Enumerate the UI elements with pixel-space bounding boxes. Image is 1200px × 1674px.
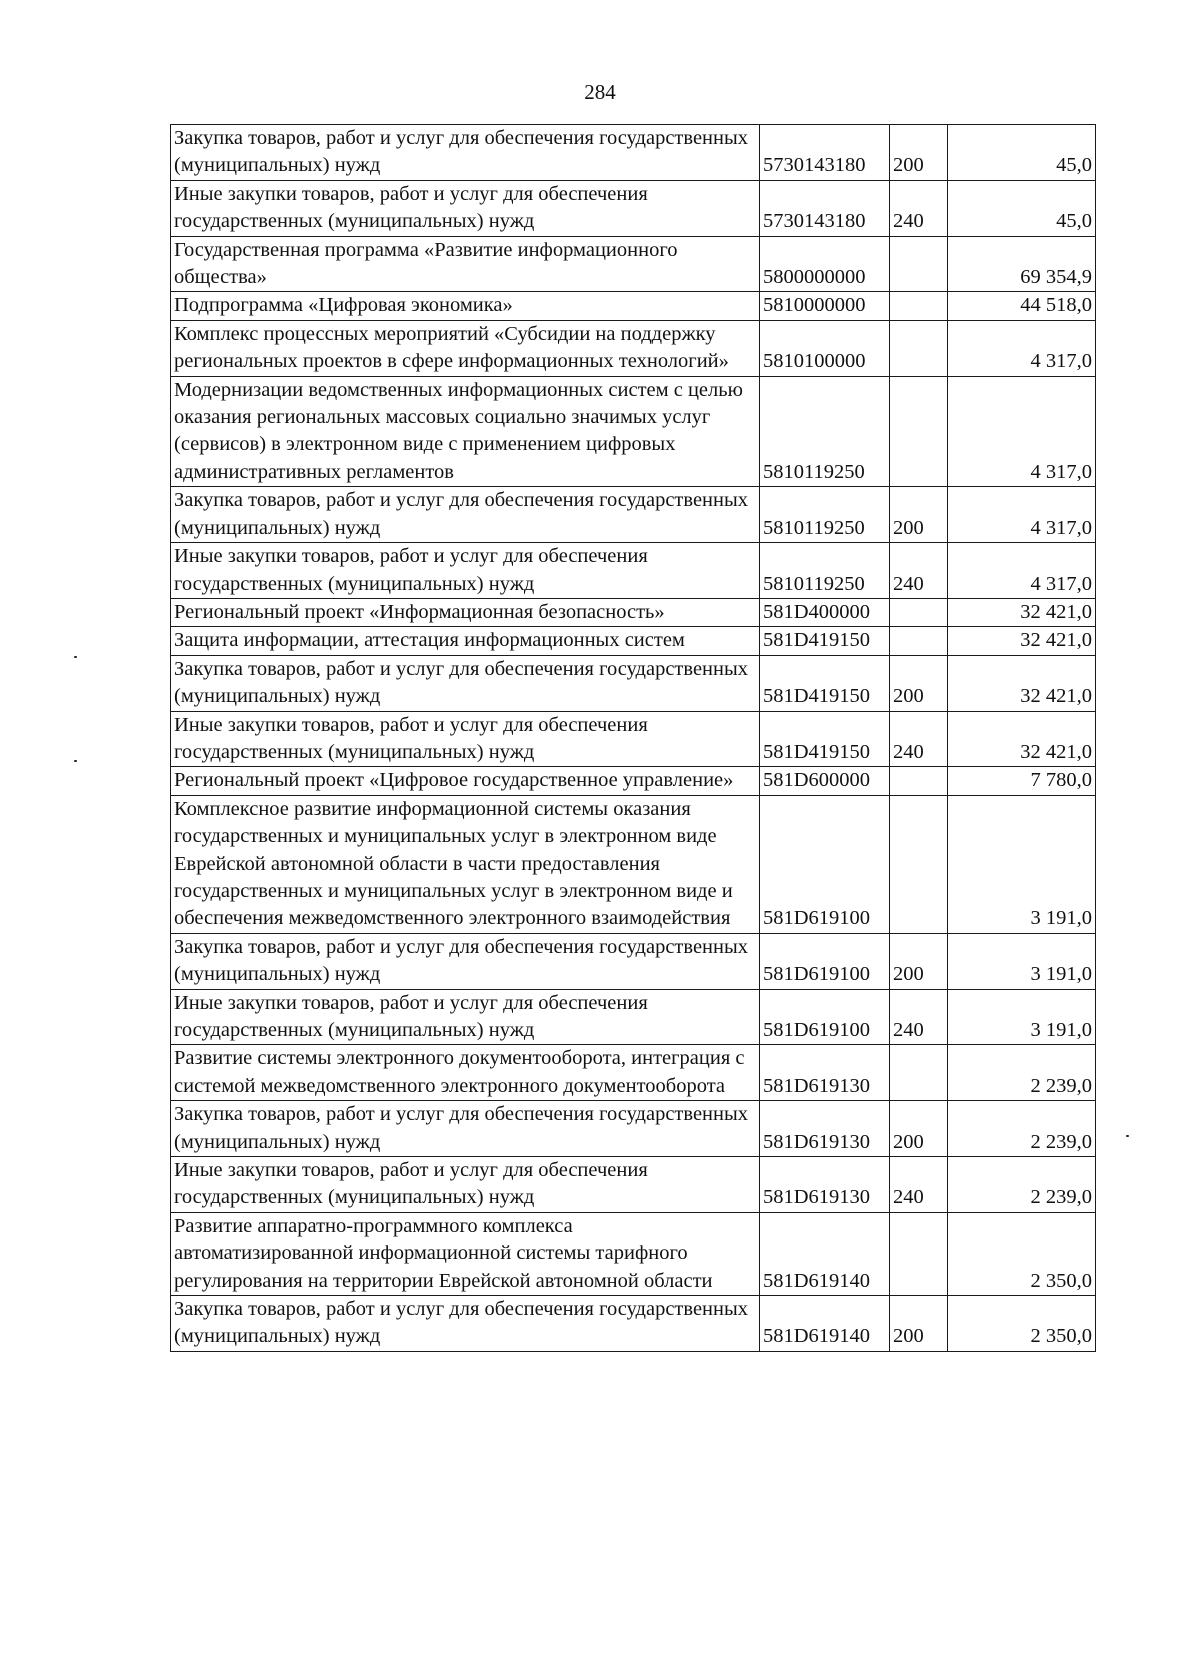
table-row [171, 320, 1096, 376]
table-row [171, 711, 1096, 767]
row-name-cell: Региональный проект «Цифровое государственное управление» [171, 767, 760, 795]
row-type-cell: 200 [890, 125, 948, 181]
table-row [171, 1212, 1096, 1295]
row-name-cell: Модернизации ведомственных информационных систем с целью оказания региональных массовых социально значимых услуг (сервисов) в электронном виде с применением цифровых административных регламентов [171, 376, 760, 487]
row-code-cell: 581D619100 [760, 933, 890, 989]
row-code-cell: 5810119250 [760, 376, 890, 487]
table-body [171, 125, 1096, 1352]
row-code-cell: 5810119250 [760, 487, 890, 543]
row-type-cell [890, 1212, 948, 1295]
row-name-cell: Иные закупки товаров, работ и услуг для обеспечения государственных (муниципальных) нужд [171, 1157, 760, 1213]
row-type-cell [890, 320, 948, 376]
row-code-cell: 5810000000 [760, 292, 890, 320]
row-sum-cell: 3 191,0 [948, 933, 1096, 989]
row-name-cell: Государственная программа «Развитие информационного общества» [171, 236, 760, 292]
table-row [171, 487, 1096, 543]
table-row [171, 795, 1096, 933]
table-row [171, 292, 1096, 320]
table-row [171, 1157, 1096, 1213]
row-name-cell: Закупка товаров, работ и услуг для обеспечения государственных (муниципальных) нужд [171, 933, 760, 989]
row-code-cell: 5800000000 [760, 236, 890, 292]
row-sum-cell: 32 421,0 [948, 655, 1096, 711]
row-name-cell: Развитие системы электронного документооборота, интеграция с системой межведомственного электронного документооборота [171, 1045, 760, 1101]
table-row [171, 767, 1096, 795]
row-sum-cell: 3 191,0 [948, 989, 1096, 1045]
scan-speck [74, 656, 77, 658]
row-name-cell: Закупка товаров, работ и услуг для обеспечения государственных (муниципальных) нужд [171, 655, 760, 711]
row-sum-cell: 4 317,0 [948, 487, 1096, 543]
row-name-cell: Закупка товаров, работ и услуг для обеспечения государственных (муниципальных) нужд [171, 1296, 760, 1352]
row-code-cell: 581D619100 [760, 989, 890, 1045]
row-name-cell: Иные закупки товаров, работ и услуг для обеспечения государственных (муниципальных) нужд [171, 989, 760, 1045]
row-sum-cell: 69 354,9 [948, 236, 1096, 292]
row-sum-cell: 32 421,0 [948, 711, 1096, 767]
row-type-cell: 240 [890, 711, 948, 767]
table-row [171, 598, 1096, 626]
row-code-cell: 5810100000 [760, 320, 890, 376]
page-number: 284 [584, 80, 616, 104]
row-type-cell: 200 [890, 1101, 948, 1157]
row-sum-cell: 7 780,0 [948, 767, 1096, 795]
row-type-cell [890, 767, 948, 795]
row-sum-cell: 2 350,0 [948, 1296, 1096, 1352]
row-name-cell: Иные закупки товаров, работ и услуг для обеспечения государственных (муниципальных) нужд [171, 711, 760, 767]
row-name-cell: Региональный проект «Информационная безопасность» [171, 598, 760, 626]
table-row [171, 933, 1096, 989]
table-row [171, 180, 1096, 236]
row-code-cell: 581D619130 [760, 1101, 890, 1157]
row-code-cell: 581D419150 [760, 711, 890, 767]
row-code-cell: 5730143180 [760, 180, 890, 236]
scan-speck [74, 760, 77, 762]
row-type-cell: 240 [890, 543, 948, 599]
row-type-cell: 200 [890, 933, 948, 989]
table-row [171, 989, 1096, 1045]
row-code-cell: 581D619140 [760, 1296, 890, 1352]
row-sum-cell: 32 421,0 [948, 627, 1096, 655]
row-sum-cell: 2 239,0 [948, 1101, 1096, 1157]
row-sum-cell: 44 518,0 [948, 292, 1096, 320]
row-code-cell: 5810119250 [760, 543, 890, 599]
row-name-cell: Иные закупки товаров, работ и услуг для обеспечения государственных (муниципальных) нужд [171, 543, 760, 599]
row-type-cell [890, 598, 948, 626]
row-sum-cell: 2 239,0 [948, 1045, 1096, 1101]
budget-table [170, 124, 1096, 1352]
row-sum-cell: 2 239,0 [948, 1157, 1096, 1213]
row-sum-cell: 4 317,0 [948, 543, 1096, 599]
row-sum-cell: 4 317,0 [948, 320, 1096, 376]
row-sum-cell: 32 421,0 [948, 598, 1096, 626]
row-type-cell [890, 236, 948, 292]
row-type-cell [890, 1045, 948, 1101]
table-row [171, 376, 1096, 487]
row-name-cell: Подпрограмма «Цифровая экономика» [171, 292, 760, 320]
table-row [171, 655, 1096, 711]
row-name-cell: Закупка товаров, работ и услуг для обеспечения государственных (муниципальных) нужд [171, 125, 760, 181]
row-name-cell: Комплексное развитие информационной системы оказания государственных и муниципальных услуг в электронном виде Еврейской автономной области в части предоставления государственных и муниципальных услуг в электронном виде и обеспечения межведомственного электронного взаимодействия [171, 795, 760, 933]
row-code-cell: 581D619100 [760, 795, 890, 933]
row-sum-cell: 4 317,0 [948, 376, 1096, 487]
row-code-cell: 581D419150 [760, 655, 890, 711]
row-code-cell: 581D619140 [760, 1212, 890, 1295]
row-sum-cell: 2 350,0 [948, 1212, 1096, 1295]
row-code-cell: 581D400000 [760, 598, 890, 626]
row-name-cell: Защита информации, аттестация информационных систем [171, 627, 760, 655]
row-type-cell [890, 795, 948, 933]
row-sum-cell: 3 191,0 [948, 795, 1096, 933]
row-type-cell: 240 [890, 1157, 948, 1213]
row-type-cell: 200 [890, 655, 948, 711]
row-name-cell: Развитие аппаратно-программного комплекса автоматизированной информационной системы тарифного регулирования на территории Еврейской автономной области [171, 1212, 760, 1295]
row-type-cell: 200 [890, 1296, 948, 1352]
row-type-cell: 240 [890, 989, 948, 1045]
row-type-cell [890, 376, 948, 487]
row-type-cell [890, 627, 948, 655]
row-name-cell: Закупка товаров, работ и услуг для обеспечения государственных (муниципальных) нужд [171, 487, 760, 543]
table-row [171, 1296, 1096, 1352]
row-code-cell: 581D619130 [760, 1157, 890, 1213]
table-row [171, 627, 1096, 655]
table-row [171, 236, 1096, 292]
table-row [171, 1045, 1096, 1101]
table-row [171, 543, 1096, 599]
row-code-cell: 581D419150 [760, 627, 890, 655]
scan-speck [1126, 1135, 1129, 1137]
row-code-cell: 5730143180 [760, 125, 890, 181]
row-name-cell: Закупка товаров, работ и услуг для обеспечения государственных (муниципальных) нужд [171, 1101, 760, 1157]
row-sum-cell: 45,0 [948, 180, 1096, 236]
row-sum-cell: 45,0 [948, 125, 1096, 181]
row-type-cell: 200 [890, 487, 948, 543]
table-row [171, 1101, 1096, 1157]
row-type-cell: 240 [890, 180, 948, 236]
table-row [171, 125, 1096, 181]
row-code-cell: 581D600000 [760, 767, 890, 795]
row-name-cell: Комплекс процессных мероприятий «Субсидии на поддержку региональных проектов в сфере информационных технологий» [171, 320, 760, 376]
row-type-cell [890, 292, 948, 320]
row-name-cell: Иные закупки товаров, работ и услуг для обеспечения государственных (муниципальных) нужд [171, 180, 760, 236]
row-code-cell: 581D619130 [760, 1045, 890, 1101]
